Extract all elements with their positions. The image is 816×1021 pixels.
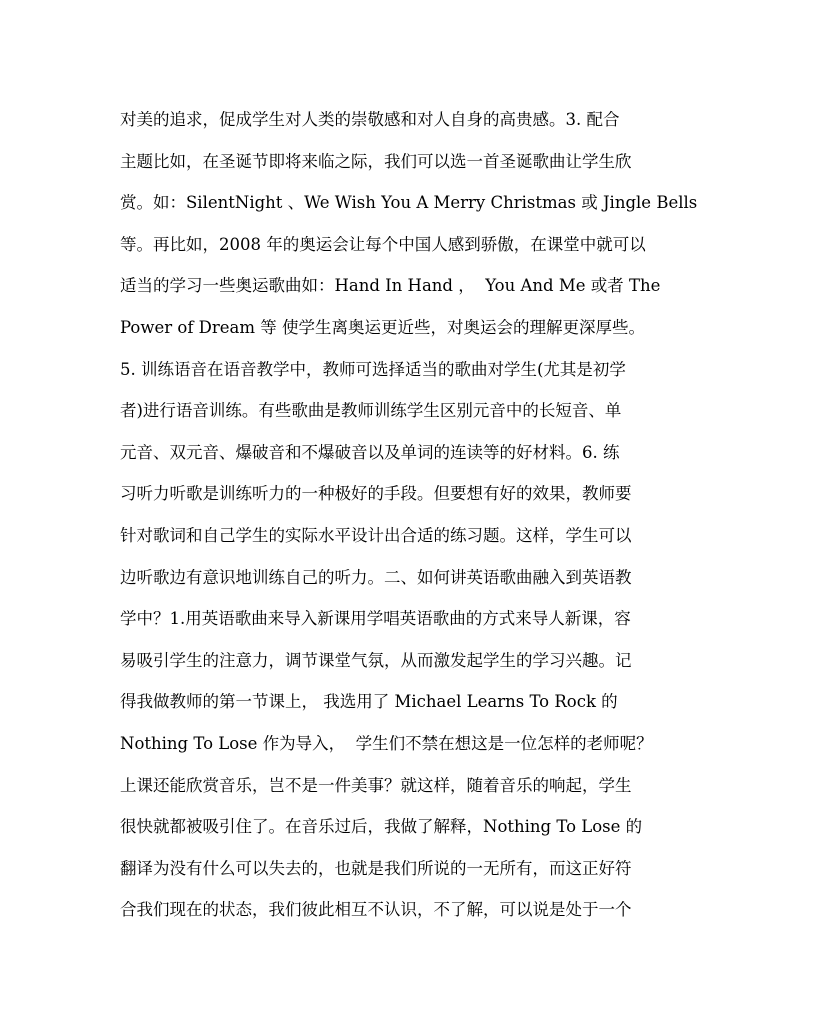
text-line: 元音、双元音、爆破音和不爆破音以及单词的连读等的好材料。6. 练 [120,442,620,462]
text-line: 习听力听歌是训练听力的一种极好的手段。但要想有好的效果，教师要 [120,484,632,504]
text-line: Nothing To Lose 作为导入， 学生们不禁在想这是一位怎样的老师呢？ [120,733,653,753]
text-line: Power of Dream 等 使学生离奥运更近些，对奥运会的理解更深厚些。 [120,317,646,337]
text-line: 5. 训练语音在语音教学中，教师可选择适当的歌曲对学生(尤其是初学 [120,359,626,379]
text-line: 上课还能欣赏音乐，岂不是一件美事？就这样，随着音乐的响起，学生 [120,775,632,795]
text-line: 翻译为没有什么可以失去的，也就是我们所说的一无所有，而这正好符 [120,858,632,878]
text-line: 针对歌词和自己学生的实际水平设计出合适的练习题。这样，学生可以 [120,525,632,545]
text-line: 边听歌边有意识地训练自己的听力。二、如何讲英语歌曲融入到英语教 [120,567,632,587]
text-line: 对美的追求，促成学生对人类的崇敬感和对人自身的高贵感。3. 配合 [120,110,620,129]
text-line: 很快就都被吸引住了。在音乐过后，我做了解释，Nothing To Lose 的 [120,817,643,837]
text-line: 合我们现在的状态，我们彼此相互不认识，不了解，可以说是处于一个 [120,900,632,920]
text-line: 适当的学习一些奥运歌曲如：Hand In Hand ， You And Me 或者 The [120,276,661,296]
text-line: 赏。如：SilentNight 、We Wish You A Merry Christmas 或 Jingle Bells [120,193,698,213]
text-line: 得我做教师的第一节课上， 我选用了 Michael Learns To Rock 的 [120,692,618,712]
text-line: 学中？1.用英语歌曲来导入新课用学唱英语歌曲的方式来导人新课，容 [120,609,631,629]
text-line: 易吸引学生的注意力，调节课堂气氛，从而激发起学生的学习兴趣。记 [120,650,632,670]
text-line: 者)进行语音训练。有些歌曲是教师训练学生区别元音中的长短音、单 [120,401,622,421]
body-text [120,104,720,936]
text-line: 主题比如，在圣诞节即将来临之际，我们可以选一首圣诞歌曲让学生欣 [120,151,632,171]
text-line: 等。再比如，2008 年的奥运会让每个中国人感到骄傲，在课堂中就可以 [120,234,646,254]
